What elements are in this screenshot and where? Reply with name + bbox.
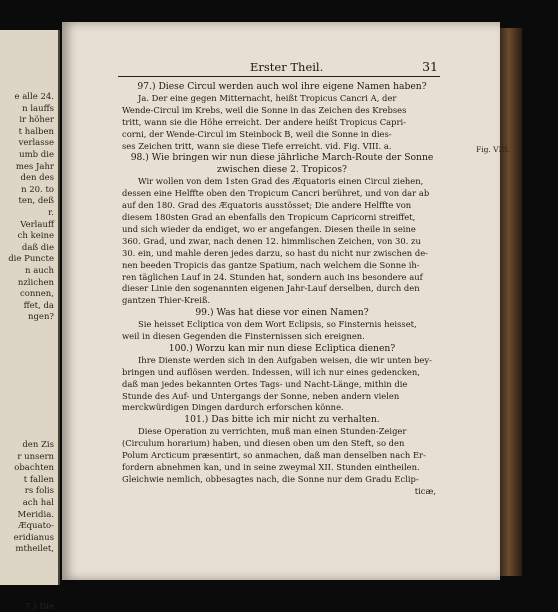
facing-page-line: obachten [14, 463, 54, 474]
text-line: merckwürdigen Dingen dardurch erforschen könne. [122, 402, 344, 413]
text-line: Wir wollen von dem 1sten Grad des Æquatoris einen Circul ziehen, [138, 176, 424, 187]
facing-page-line: nzlichen [17, 277, 54, 288]
facing-page-line: ten, deß [18, 196, 54, 207]
facing-page-line: ngen? [28, 312, 54, 323]
facing-page-line: n auch [25, 266, 54, 276]
text-line: gantzen Thier-Kreiß. [122, 295, 211, 306]
facing-page-edge [0, 30, 60, 612]
facing-page-line: daß die [21, 242, 54, 253]
facing-page-line: ch keine [17, 231, 54, 242]
body-text [122, 81, 442, 498]
text-line: 30. ein, und mahle deren jedes darzu, so hast du nicht nur zwischen de- [122, 247, 428, 258]
facing-page-line: mtheilet, [15, 544, 54, 555]
book-cover-edge [500, 28, 522, 576]
question-heading: zwischen diese 2. Tropicos? [217, 164, 347, 176]
page-header [118, 60, 440, 77]
facing-page-line: Æquato- [18, 521, 54, 532]
text-line: (Circulum horarium) haben, und diesen oben um den Steft, so den [122, 438, 405, 449]
text-line: und sich wieder da endiget, wo er angefangen. Diesen theile in seine [122, 223, 416, 234]
text-line: fordern abnehmen kan, und in seine zweymal XII. Stunden eintheilen. [122, 462, 420, 472]
text-line: diesem 180sten Grad an ebenfalls den Tropicum Capricorni streiffet, [122, 211, 416, 222]
facing-page-line: 7.) Die [25, 602, 54, 612]
text-line: bringen und auflösen werden. Indessen, will ich nur eines gedencken, [122, 366, 420, 377]
question-heading: 99.) Was hat diese vor einen Namen? [195, 307, 369, 319]
facing-page-line: r. [48, 208, 54, 218]
text-line: Diese Operation zu verrichten, muß man einen Stunden-Zeiger [138, 426, 407, 437]
question-heading: 100.) Worzu kan mir nun diese Ecliptica dienen? [168, 342, 396, 354]
text-line: tritt, wann sie die Höhe erreicht. Der andere heißt Tropicus Capri- [122, 116, 407, 127]
text-line: auf den 180. Grad des Æquatoris ausstösset; Die andere Helffte von [122, 200, 412, 211]
facing-page-line: mes Jahr [15, 161, 54, 172]
text-line: nen beeden Tropicis das gantze Spatium, nach welchem die Sonne ih- [122, 259, 420, 270]
facing-page-line: ffet, da [23, 300, 54, 311]
facing-page-line: verlasse [18, 138, 54, 149]
facing-page-line: ir höher [19, 115, 54, 126]
text-line: Wende-Circul im Krebs, weil die Sonne in das Zeichen des Krebses [122, 104, 407, 115]
facing-page-line: eridianus [13, 532, 54, 543]
text-line: dieser Linie den sogenannten eigenen Jahr-Lauf derselben, durch den [122, 283, 420, 294]
facing-page-line: Verlauff [20, 219, 54, 230]
question-heading: 98.) Wie bringen wir nun diese jährliche March-Route der Sonne [130, 152, 434, 164]
question-heading: 97.) Diese Circul werden auch wol ihre eigene Namen haben? [137, 81, 427, 92]
text-line: Ja. Der eine gegen Mitternacht, heißt Tropicus Cancri A, der [138, 92, 397, 103]
text-line: dessen eine Helffte oben den Tropicum Cancri berühret, und von dar ab [122, 188, 430, 199]
facing-page-line: e alle 24. [14, 92, 54, 102]
facing-page-line: rs folis [24, 486, 54, 497]
question-heading: 101.) Das bitte ich mir nicht zu verhalten. [184, 414, 380, 426]
facing-page-line: n lauffs [22, 103, 54, 114]
facing-page-line: ach hal [22, 498, 54, 508]
text-line: Stunde des Auf- und Untergangs der Sonne, neben andern vielen [122, 390, 400, 401]
text-line: weil in diesen Gegenden die Finsternissen sich ereignen. [122, 331, 365, 342]
facing-page-line: t halben [18, 126, 54, 137]
text-line: Gleichwie nemlich, obbesagtes nach, die Sonne nur dem Gradu Eclip- [122, 473, 419, 484]
text-line: 360. Grad, und zwar, nach denen 12. himmlischen Zeichen, von 30. zu [122, 235, 421, 246]
facing-page-line: umb die [19, 150, 54, 160]
facing-page-line: den des [20, 173, 54, 184]
text-line: Sie heisset Ecliptica von dem Wort Eclipsis, so Finsternis heisset, [138, 319, 417, 330]
facing-page-line: den Zis [22, 440, 54, 450]
text-line: corni, der Wende-Circul im Steinbock B, weil die Sonne in dies- [122, 128, 392, 139]
facing-page-line: connen, [19, 289, 54, 300]
text-line: Polum Arcticum præsentirt, so anmachen, daß man denselben nach Er- [122, 450, 426, 461]
facing-page-line: Meridia. [17, 509, 54, 520]
page-number: 31 [422, 59, 438, 74]
facing-page-line: r unsern [17, 451, 54, 462]
running-head: Erster Theil. [250, 60, 324, 74]
margin-figure-note: Fig. VIII. [476, 145, 510, 154]
text-line: ticæ, [414, 485, 436, 496]
text-line: ren täglichen Lauf in 24. Stunden hat, sondern auch ins besondere auf [122, 271, 423, 282]
text-line: daß man jedes bekannten Ortes Tags- und Nacht-Länge, mithin die [122, 378, 408, 389]
facing-page-line: die Puncte [8, 254, 54, 265]
text-line: ses Zeichen tritt, wann sie diese Tiefe erreicht. vid. Fig. VIII. a. [122, 140, 392, 151]
facing-page-line: t fallen [23, 474, 54, 485]
facing-page-line: n 20. to [21, 184, 54, 195]
text-line: Ihre Dienste werden sich in den Aufgaben weisen, die wir unten bey- [138, 354, 432, 365]
